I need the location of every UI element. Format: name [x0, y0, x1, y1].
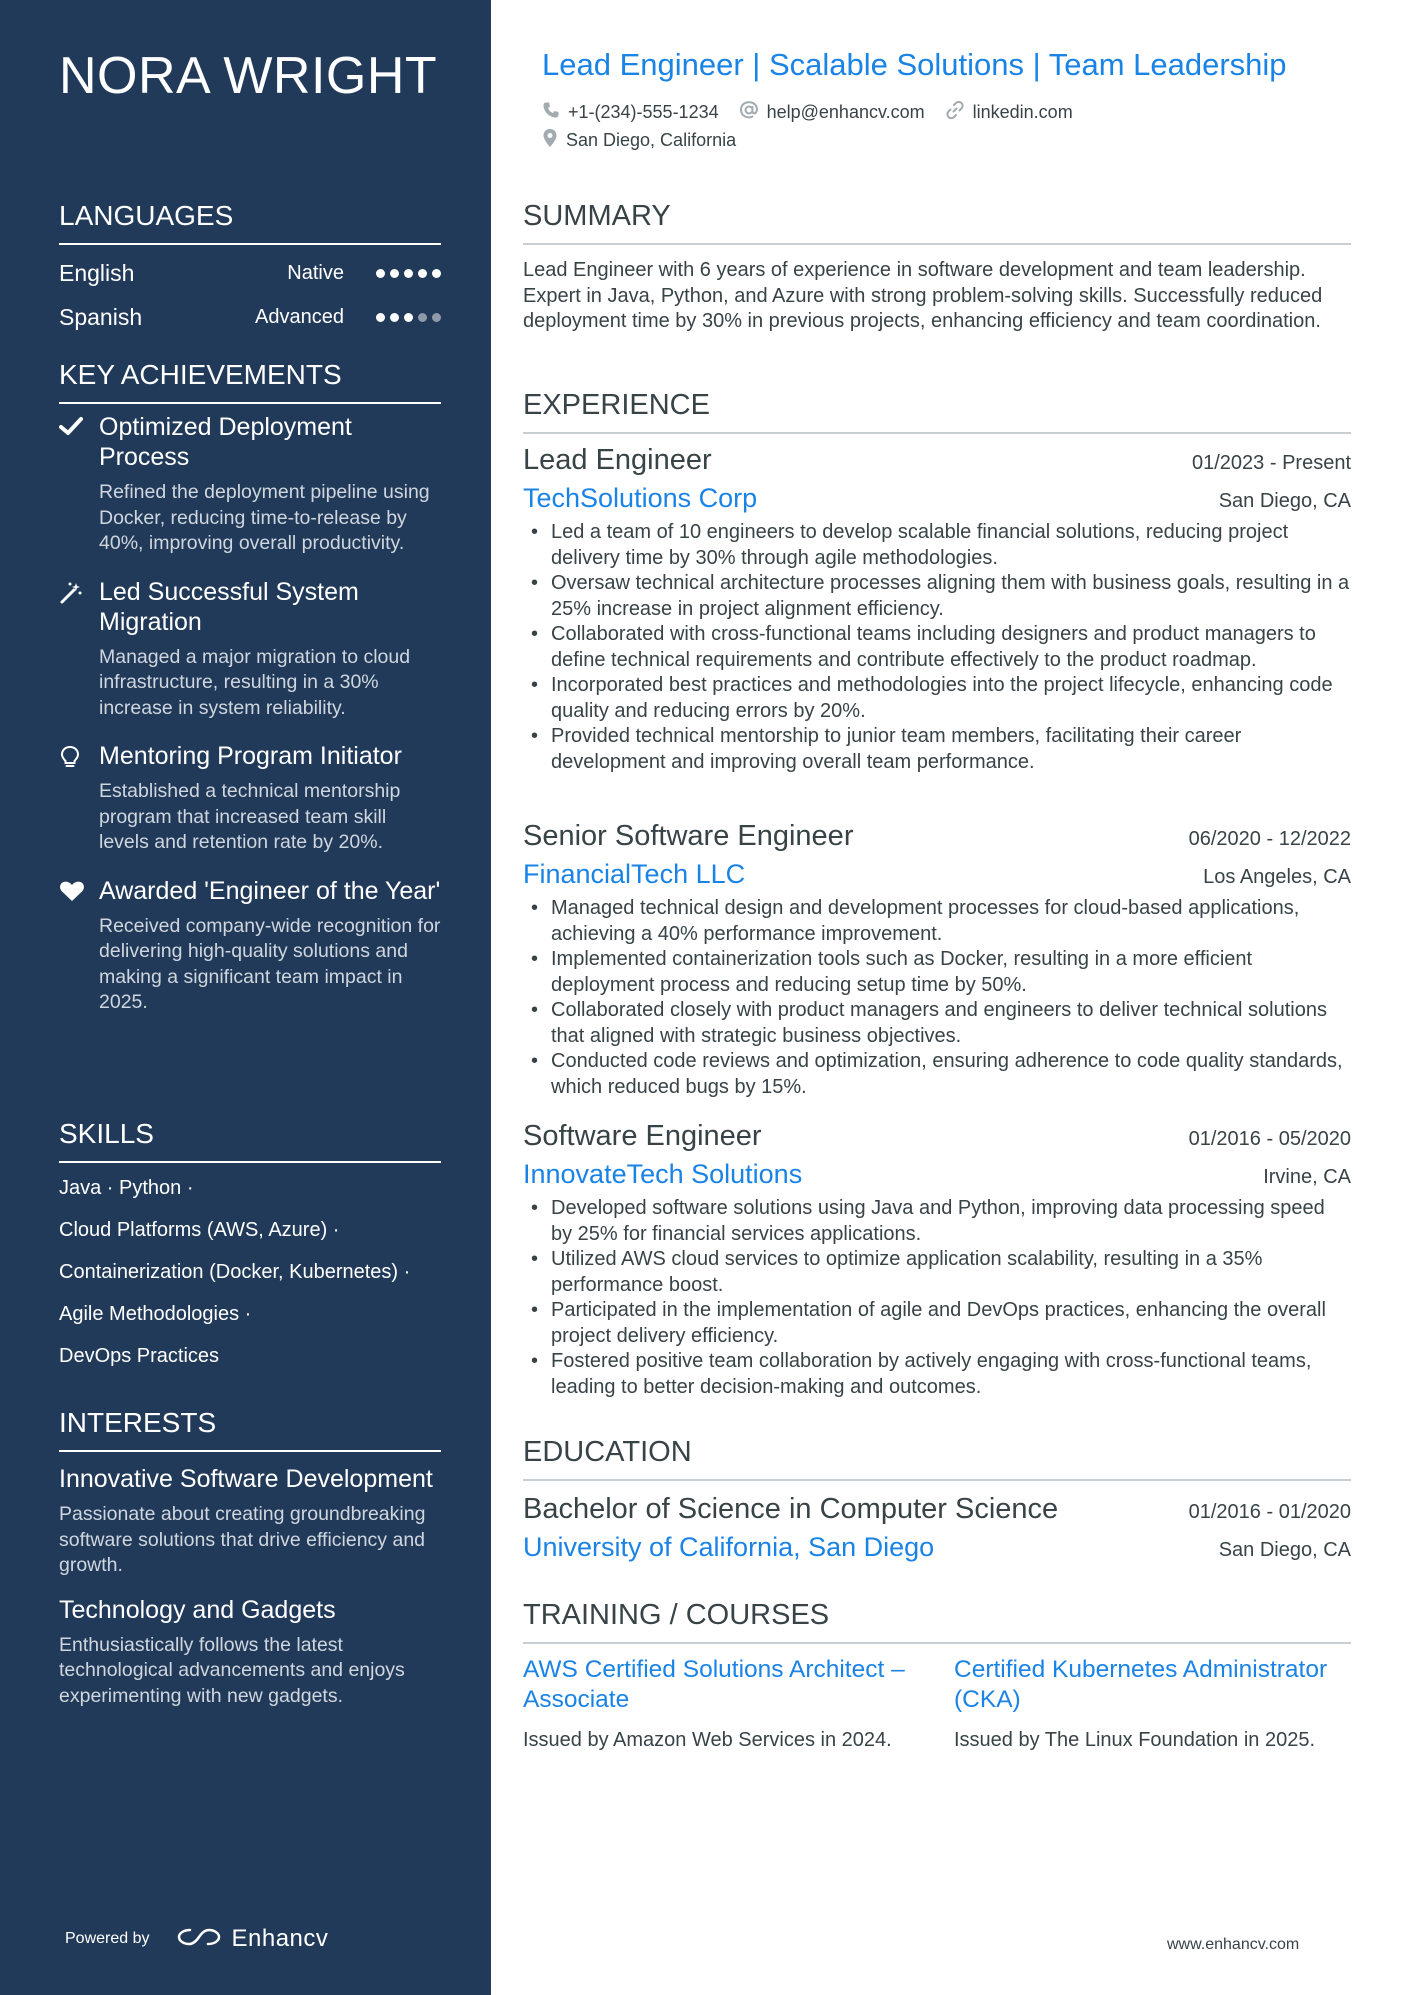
- job-bullet: • Utilized AWS cloud services to optimize application scalability, resulting in a 35% performance boost.: [523, 1247, 1351, 1298]
- job-bullets: [523, 896, 1351, 1100]
- company-name: FinancialTech LLC: [523, 859, 746, 889]
- phone-number: +1-(234)-555-1234: [568, 102, 719, 122]
- skill-line: Cloud Platforms (AWS, Azure) ·: [59, 1219, 340, 1241]
- location-pin-icon: [542, 128, 566, 153]
- job-title: Lead Engineer: [523, 444, 712, 476]
- achievement-item: [59, 741, 441, 856]
- magic-wand-icon: [59, 577, 99, 722]
- job-bullets: [523, 1196, 1351, 1400]
- skill-line: Java · Python ·: [59, 1177, 194, 1199]
- education-date: 01/2016 - 01/2020: [1188, 1501, 1351, 1523]
- language-level: Advanced: [255, 305, 344, 328]
- interests-heading: INTERESTS: [59, 1407, 441, 1452]
- education-entry: [523, 1493, 1351, 1563]
- dot-empty: [418, 313, 427, 322]
- skills-heading: SKILLS: [59, 1118, 441, 1163]
- job-bullet: • Provided technical mentorship to junior team members, facilitating their career development and improving overall team performance.: [523, 724, 1351, 775]
- course-title: AWS Certified Solutions Architect – Associate: [523, 1656, 905, 1713]
- job-bullet: • Participated in the implementation of agile and DevOps practices, enhancing the overall project delivery efficiency.: [523, 1298, 1351, 1349]
- training-heading: TRAINING / COURSES: [523, 1599, 1351, 1644]
- course-item: [954, 1655, 1334, 1753]
- job-bullet: • Conducted code reviews and optimization, ensuring adherence to code quality standards, which reduced bugs by 15%.: [523, 1049, 1351, 1100]
- phone-icon: [542, 101, 568, 124]
- dot-filled: [390, 269, 399, 278]
- candidate-name: NORA WRIGHT: [59, 47, 438, 105]
- education-location: San Diego, CA: [1218, 1539, 1351, 1561]
- degree-title: Bachelor of Science in Computer Science: [523, 1493, 1059, 1525]
- school-name: University of California, San Diego: [523, 1532, 935, 1562]
- summary-heading: SUMMARY: [523, 200, 1351, 245]
- phone-contact[interactable]: [542, 101, 719, 124]
- email-address: help@enhancv.com: [766, 102, 925, 122]
- job-location: Los Angeles, CA: [1203, 866, 1351, 888]
- sidebar: [0, 0, 491, 1995]
- course-desc: Issued by Amazon Web Services in 2024.: [523, 1729, 892, 1751]
- language-name: Spanish: [59, 303, 143, 330]
- lightbulb-icon: [59, 741, 99, 856]
- achievement-desc: Refined the deployment pipeline using Docker, reducing time-to-release by 40%, improving overall productivity.: [99, 481, 430, 554]
- linkedin-contact[interactable]: [945, 100, 1073, 125]
- education-heading: EDUCATION: [523, 1436, 1351, 1481]
- at-icon: [739, 100, 767, 125]
- languages-heading: LANGUAGES: [59, 200, 441, 245]
- headline: Lead Engineer | Scalable Solutions | Team Leadership: [542, 47, 1287, 82]
- achievement-title: Awarded 'Engineer of the Year': [99, 876, 441, 905]
- job-bullet: • Oversaw technical architecture processes aligning them with business goals, resulting in a 25% increase in project alignment efficiency.: [523, 571, 1351, 622]
- languages-section: [59, 200, 441, 339]
- language-item: [59, 251, 441, 295]
- job-bullet: • Led a team of 10 engineers to develop scalable financial solutions, reducing project delivery time by 30% through agile methodologies.: [523, 520, 1351, 571]
- job-bullet: • Incorporated best practices and methodologies into the project lifecycle, enhancing code quality and reducing errors by 20%.: [523, 673, 1351, 724]
- job-location: Irvine, CA: [1263, 1166, 1351, 1188]
- dot-filled: [432, 269, 441, 278]
- job-bullet: • Fostered positive team collaboration by actively engaging with cross-functional teams, leading to better decision-making and outcomes.: [523, 1349, 1351, 1400]
- email-contact[interactable]: [739, 100, 925, 125]
- job-date: 01/2016 - 05/2020: [1188, 1128, 1351, 1150]
- interest-item: [59, 1595, 441, 1710]
- achievements-heading: KEY ACHIEVEMENTS: [59, 359, 441, 404]
- achievement-title: Led Successful System Migration: [99, 577, 359, 636]
- achievement-desc: Managed a major migration to cloud infrastructure, resulting in a 30% increase in system reliability.: [99, 645, 411, 719]
- achievement-item: [59, 577, 441, 722]
- course-desc: Issued by The Linux Foundation in 2025.: [954, 1729, 1315, 1751]
- achievement-desc: Received company-wide recognition for delivering high-quality solutions and making a significant team impact in 2025.: [99, 914, 441, 1013]
- dot-filled: [404, 269, 413, 278]
- job-date: 01/2023 - Present: [1192, 452, 1351, 474]
- skill-line: DevOps Practices: [59, 1345, 220, 1367]
- dot-filled: [376, 269, 385, 278]
- job-entry: [523, 1120, 1351, 1400]
- job-entry: [523, 444, 1351, 775]
- company-name: InnovateTech Solutions: [523, 1159, 803, 1189]
- job-title: Software Engineer: [523, 1120, 762, 1152]
- interest-title: Innovative Software Development: [59, 1465, 433, 1493]
- experience-heading: EXPERIENCE: [523, 389, 1351, 434]
- interest-desc: Enthusiastically follows the latest technological advancements and enjoys experimenting with new gadgets.: [59, 1633, 405, 1707]
- job-location: San Diego, CA: [1218, 490, 1351, 512]
- achievement-item: [59, 412, 441, 557]
- enhancv-brand: Enhancv: [231, 1925, 329, 1952]
- dot-filled: [404, 313, 413, 322]
- proficiency-dots: [376, 313, 441, 322]
- job-bullet: • Collaborated with cross-functional teams including designers and product managers to define technical requirements and contribute effectively to the product roadmap.: [523, 622, 1351, 673]
- link-icon: [945, 100, 973, 125]
- achievements-section: [59, 359, 441, 1016]
- achievement-desc: Established a technical mentorship program that increased team skill levels and retention rate by 20%.: [99, 780, 401, 853]
- company-name: TechSolutions Corp: [523, 483, 758, 513]
- location-row: [542, 128, 756, 153]
- contact-row: [542, 100, 1093, 125]
- job-bullets: [523, 520, 1351, 775]
- check-icon: [59, 412, 99, 557]
- course-item: [523, 1655, 923, 1753]
- powered-by-label: Powered by: [65, 1930, 150, 1947]
- language-item: [59, 295, 441, 339]
- enhancv-logo-icon: [176, 1926, 222, 1953]
- language-name: English: [59, 259, 135, 286]
- skills-section: [59, 1118, 441, 1377]
- linkedin-url: linkedin.com: [972, 102, 1073, 122]
- dot-filled: [390, 313, 399, 322]
- interest-desc: Passionate about creating groundbreaking software solutions that drive efficiency and growth.: [59, 1503, 426, 1576]
- location-contact: [542, 128, 736, 153]
- powered-by: [65, 1925, 328, 1953]
- achievement-title: Mentoring Program Initiator: [99, 742, 402, 770]
- dot-empty: [432, 313, 441, 322]
- achievement-item: [59, 876, 441, 1016]
- job-bullet: • Developed software solutions using Java and Python, improving data processing speed by 25% for financial services applications.: [523, 1196, 1351, 1247]
- footer-website[interactable]: www.enhancv.com: [1167, 1936, 1300, 1953]
- interest-item: [59, 1464, 441, 1579]
- job-entry: [523, 820, 1351, 1100]
- job-bullet: • Implemented containerization tools such as Docker, resulting in a more efficient deployment process and reducing setup time by 50%.: [523, 947, 1351, 998]
- dot-filled: [418, 269, 427, 278]
- heart-icon: [59, 876, 99, 1016]
- job-bullet: • Managed technical design and development processes for cloud-based applications, achieving a 40% performance improvement.: [523, 896, 1351, 947]
- achievement-title: Optimized Deployment Process: [99, 413, 352, 471]
- skill-line: Containerization (Docker, Kubernetes) ·: [59, 1261, 411, 1283]
- proficiency-dots: [376, 269, 441, 278]
- job-bullet: • Collaborated closely with product managers and engineers to deliver technical solutions that aligned with strategic business objectives.: [523, 998, 1351, 1049]
- interest-title: Technology and Gadgets: [59, 1595, 336, 1624]
- job-date: 06/2020 - 12/2022: [1188, 828, 1351, 850]
- location-text: San Diego, California: [566, 130, 737, 150]
- skill-line: Agile Methodologies ·: [59, 1303, 252, 1325]
- course-title: Certified Kubernetes Administrator (CKA): [954, 1656, 1328, 1713]
- dot-filled: [376, 313, 385, 322]
- summary-text: Lead Engineer with 6 years of experience in software development and team leadership. Expert in Java, Python, and Azure with strong problem-solving skills. Successfully reduced deployment time by 30% in previous projects, enhancing efficiency and team coordination.: [523, 259, 1323, 332]
- language-level: Native: [287, 261, 344, 284]
- interests-section: [59, 1407, 441, 1709]
- job-title: Senior Software Engineer: [523, 820, 854, 852]
